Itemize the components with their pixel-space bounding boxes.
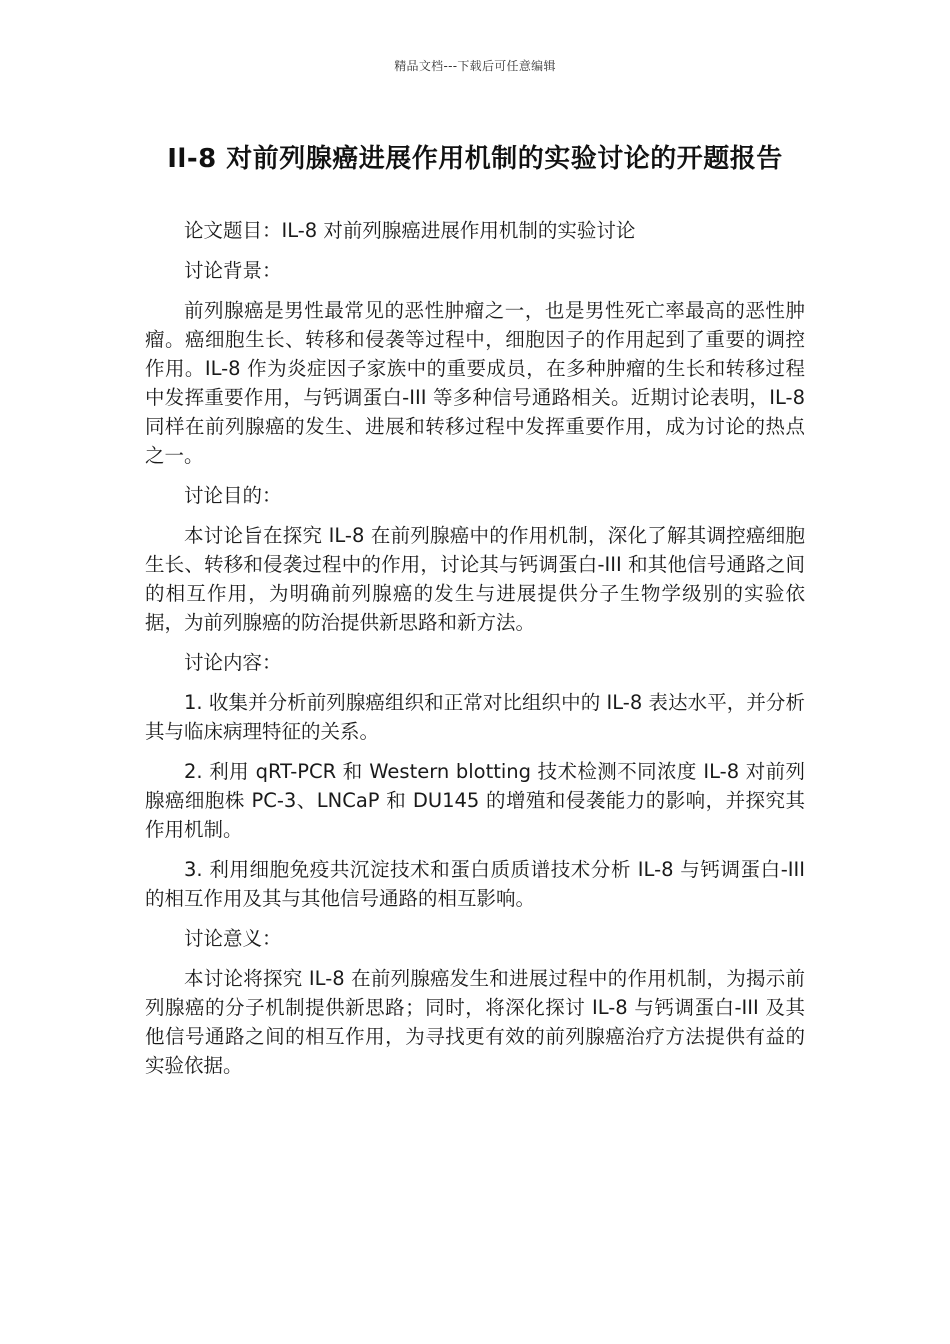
thesis-topic-line: 论文题目：IL-8 对前列腺癌进展作用机制的实验讨论 (184, 219, 636, 242)
section-heading-significance: 讨论意义： (184, 927, 282, 950)
background-paragraph: 前列腺癌是男性最常见的恶性肿瘤之一，也是男性死亡率最高的恶性肿瘤。癌细胞生长、转移和侵袭等过程中，细胞因子的作用起到了重要的调控作用。IL-8 作为炎症因子家族中的重要成员，在多种肿瘤的生长和转移过程中发挥重要作用，与钙调蛋白-III 等多种信号通路相关。近期讨论表明，IL-8 同样在前列腺癌的发生、进展和转移过程中发挥重要作用，成为讨论的热点之一。 (145, 299, 805, 467)
objective-paragraph: 本讨论旨在探究 IL-8 在前列腺癌中的作用机制，深化了解其调控癌细胞生长、转移和侵袭过程中的作用，讨论其与钙调蛋白-III 和其他信号通路之间的相互作用，为明确前列腺癌的发生与进展提供分子生物学级别的实验依据，为前列腺癌的防治提供新思路和新方法。 (145, 524, 805, 634)
page-header-watermark: 精品文档---下载后可任意编辑 (394, 59, 556, 73)
content-item-3: 3. 利用细胞免疫共沉淀技术和蛋白质质谱技术分析 IL-8 与钙调蛋白-III 的相互作用及其与其他信号通路的相互影响。 (145, 858, 805, 910)
section-heading-content: 讨论内容： (184, 651, 282, 674)
section-heading-background: 讨论背景： (184, 259, 282, 282)
section-heading-objective: 讨论目的： (184, 484, 282, 507)
content-item-1: 1. 收集并分析前列腺癌组织和正常对比组织中的 IL-8 表达水平，并分析其与临床病理特征的关系。 (145, 691, 805, 743)
content-item-2: 2. 利用 qRT-PCR 和 Western blotting 技术检测不同浓度 IL-8 对前列腺癌细胞株 PC-3、LNCaP 和 DU145 的增殖和侵袭能力的影响，并探究其作用机制。 (145, 760, 805, 841)
document-body (145, 216, 805, 1091)
document-title: Il-8 对前列腺癌进展作用机制的实验讨论的开题报告 (167, 144, 783, 174)
significance-paragraph: 本讨论将探究 IL-8 在前列腺癌发生和进展过程中的作用机制，为揭示前列腺癌的分子机制提供新思路；同时，将深化探讨 IL-8 与钙调蛋白-III 及其他信号通路之间的相互作用，为寻找更有效的前列腺癌治疗方法提供有益的实验依据。 (145, 967, 805, 1077)
